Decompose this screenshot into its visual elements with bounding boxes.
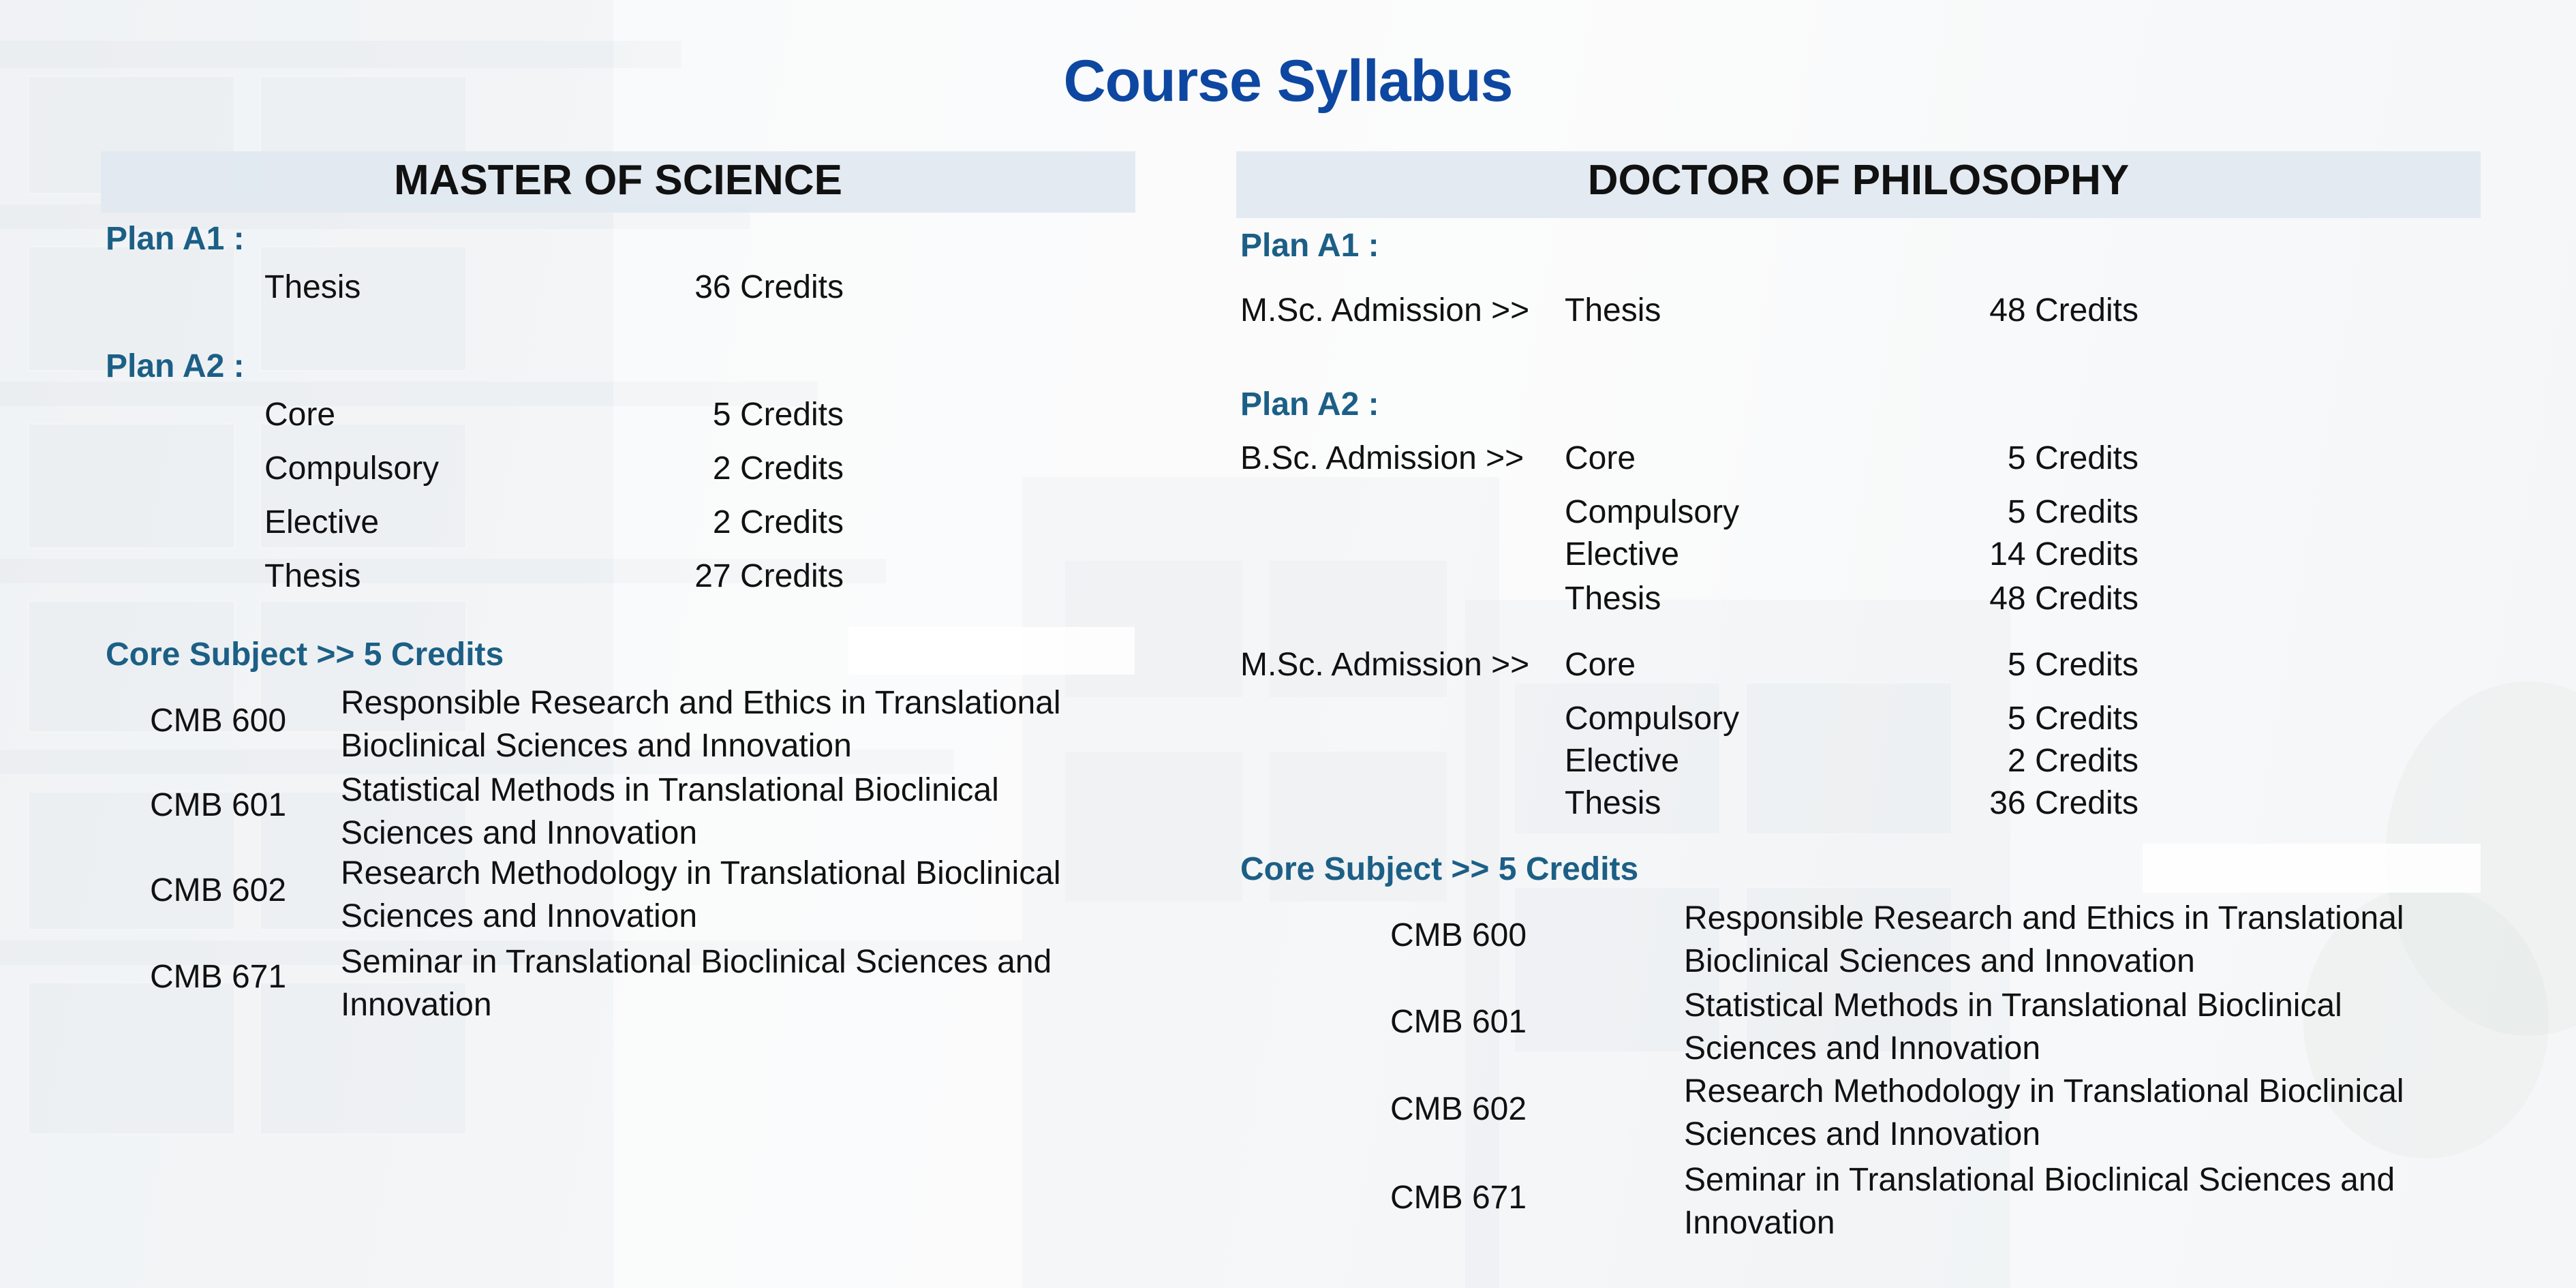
- phd-heading: DOCTOR OF PHILOSOPHY: [1587, 157, 2130, 204]
- msc-course-title: Research Methodology in Translational Bioclinical Sciences and Innovation: [341, 855, 1061, 934]
- phd-core-subject-label: Core Subject >> 5 Credits: [1240, 851, 1639, 887]
- msc-core-subject-label: Core Subject >> 5 Credits: [106, 637, 504, 673]
- phd-core-label-backdrop: [2143, 844, 2481, 893]
- msc-plan-a2-label: Plan A2 :: [106, 348, 245, 384]
- phd-msc-row-name: Elective: [1565, 743, 1680, 779]
- msc-plan-a2-row-name: Core: [264, 397, 336, 433]
- phd-course-title: Research Methodology in Translational Bioclinical Sciences and Innovation: [1684, 1073, 2404, 1152]
- msc-course-title: Statistical Methods in Translational Bioclinical Sciences and Innovation: [341, 772, 999, 851]
- msc-core-label-backdrop: [848, 627, 1135, 675]
- msc-plan-a1-row-name: Thesis: [264, 269, 361, 305]
- phd-bsc-admission: B.Sc. Admission >>: [1240, 440, 1524, 476]
- phd-course-title: Statistical Methods in Translational Bioclinical Sciences and Innovation: [1684, 987, 2342, 1067]
- msc-plan-a2-row-name: Thesis: [264, 558, 361, 594]
- msc-plan-a2-row-name: Elective: [264, 504, 380, 540]
- msc-heading: MASTER OF SCIENCE: [394, 157, 842, 204]
- phd-plan-a1-label: Plan A1 :: [1240, 228, 1379, 264]
- phd-bsc-row-name: Core: [1565, 440, 1636, 476]
- phd-msc-row-credits: 5 Credits: [2007, 701, 2138, 737]
- msc-course-title: Seminar in Translational Bioclinical Sciences and Innovation: [341, 944, 1052, 1023]
- msc-course-code: CMB 602: [149, 872, 287, 908]
- phd-course-title: Seminar in Translational Bioclinical Sciences and Innovation: [1684, 1162, 2395, 1241]
- page-title: Course Syllabus: [1063, 48, 1513, 114]
- phd-msc-row-name: Compulsory: [1565, 701, 1740, 737]
- phd-msc-row-credits: 2 Credits: [2007, 743, 2138, 779]
- msc-plan-a2-row-credits: 27 Credits: [694, 558, 844, 594]
- phd-plan-a1-admission: M.Sc. Admission >>: [1240, 292, 1530, 328]
- phd-plan-a2-label: Plan A2 :: [1240, 386, 1379, 423]
- msc-course-code: CMB 601: [149, 787, 287, 823]
- phd-bsc-row-credits: 5 Credits: [2007, 494, 2138, 530]
- phd-msc-row-name: Thesis: [1565, 785, 1661, 821]
- msc-plan-a2-row-credits: 5 Credits: [712, 397, 844, 433]
- phd-course-code: CMB 602: [1390, 1091, 1527, 1127]
- msc-plan-a1-row-credits: 36 Credits: [694, 269, 844, 305]
- phd-course-code: CMB 601: [1390, 1004, 1527, 1040]
- phd-bsc-row-credits: 14 Credits: [1989, 536, 2138, 572]
- phd-bsc-row-name: Elective: [1565, 536, 1680, 572]
- phd-course-code: CMB 671: [1390, 1180, 1527, 1216]
- phd-msc-row-name: Core: [1565, 647, 1636, 683]
- msc-course-title: Responsible Research and Ethics in Translational Bioclinical Sciences and Innovation: [341, 685, 1061, 764]
- msc-course-code: CMB 600: [149, 703, 287, 739]
- phd-bsc-row-credits: 5 Credits: [2007, 440, 2138, 476]
- msc-plan-a2-row-credits: 2 Credits: [712, 450, 844, 487]
- msc-course-code: CMB 671: [149, 959, 287, 995]
- phd-course-code: CMB 600: [1390, 917, 1527, 953]
- phd-plan-a1-row-credits: 48 Credits: [1989, 292, 2138, 328]
- msc-plan-a2-row-name: Compulsory: [264, 450, 440, 487]
- msc-plan-a1-label: Plan A1 :: [106, 221, 245, 257]
- phd-msc-admission: M.Sc. Admission >>: [1240, 647, 1530, 683]
- phd-msc-row-credits: 36 Credits: [1989, 785, 2138, 821]
- phd-bsc-row-credits: 48 Credits: [1989, 581, 2138, 617]
- phd-bsc-row-name: Thesis: [1565, 581, 1661, 617]
- phd-course-title: Responsible Research and Ethics in Translational Bioclinical Sciences and Innovation: [1684, 900, 2404, 979]
- phd-bsc-row-name: Compulsory: [1565, 494, 1740, 530]
- phd-plan-a1-row-name: Thesis: [1565, 292, 1661, 328]
- phd-msc-row-credits: 5 Credits: [2007, 647, 2138, 683]
- msc-plan-a2-row-credits: 2 Credits: [712, 504, 844, 540]
